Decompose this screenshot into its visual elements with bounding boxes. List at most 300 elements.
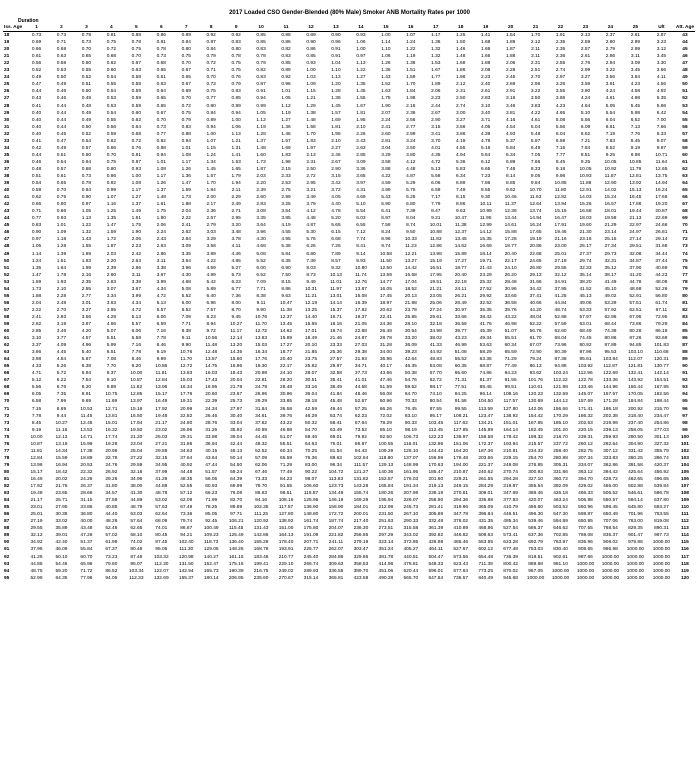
rate-cell: 410.79 [503, 505, 518, 511]
rate-cell: 4.59 [206, 265, 216, 271]
rate-cell: 13.59 [379, 272, 392, 278]
ultimate-rate-cell: 24.66 [655, 223, 668, 229]
rate-cell: 0.75 [231, 61, 241, 67]
rate-cell: 46.13 [230, 448, 243, 454]
rate-cell: 1.00 [306, 68, 316, 74]
rate-cell: 8.55 [481, 188, 491, 194]
rate-cell: 6.15 [331, 230, 341, 236]
rate-cell: 5.48 [530, 131, 541, 137]
rate-cell: 0.87 [131, 159, 141, 165]
ultimate-rate-cell: 52.26 [655, 286, 668, 292]
rate-cell: 3.48 [231, 230, 241, 236]
duration-header-11: 11 [274, 24, 299, 32]
ultimate-rate-cell: 72.95 [655, 314, 668, 320]
rate-cell: 122.69 [603, 371, 618, 377]
rate-cell: 0.62 [106, 138, 117, 144]
rate-cell: 161.95 [403, 469, 419, 475]
rate-cell: 221.37 [478, 462, 494, 468]
attained-age-cell: 72 [682, 237, 688, 243]
rate-cell: 165.73 [203, 568, 219, 574]
rate-cell: 2.56 [406, 117, 416, 123]
rate-cell: 51.07 [280, 434, 293, 440]
rate-cell: 24.10 [504, 265, 517, 271]
rate-cell: 7.79 [431, 202, 441, 208]
rate-cell: 1.94 [231, 181, 241, 187]
attained-age-cell: 100 [680, 434, 689, 440]
rate-cell: 266.74 [303, 561, 319, 567]
rate-cell: 61.98 [105, 540, 118, 546]
rate-cell: 41.76 [479, 321, 492, 327]
duration-header-20: 20 [498, 24, 523, 32]
rate-cell: 8.04 [406, 216, 416, 222]
rate-cell: 1.32 [431, 54, 441, 60]
rate-cell: 2.16 [406, 103, 416, 109]
rate-cell: 37.90 [629, 265, 642, 271]
rate-cell: 0.45 [56, 131, 67, 137]
rate-cell: 5.54 [605, 110, 616, 116]
rate-cell: 773.25 [478, 568, 494, 574]
rate-cell: 15.19 [429, 258, 442, 264]
rate-cell: 8.96 [381, 237, 391, 243]
rate-cell: 65.60 [454, 371, 467, 377]
rate-cell: 4.57 [81, 336, 92, 342]
rate-cell: 16.39 [354, 300, 367, 306]
rate-cell: 51.08 [454, 350, 467, 356]
ultimate-rate-cell: 3.30 [656, 61, 667, 67]
rate-cell: 5.13 [431, 166, 441, 172]
rate-cell: 17.43 [205, 378, 218, 384]
rate-cell: 2.04 [181, 209, 191, 215]
rate-cell: 14.12 [479, 230, 492, 236]
rate-cell: 28.10 [404, 321, 417, 327]
rate-cell: 42.59 [305, 406, 318, 412]
rate-cell: 1.00 [381, 33, 391, 39]
rate-cell: 6.52 [181, 307, 191, 313]
rate-cell: 27.37 [579, 251, 592, 257]
rate-cell: 0.44 [56, 110, 67, 116]
rate-cell: 2.61 [580, 54, 591, 60]
rate-cell: 4.29 [106, 314, 117, 320]
rate-cell: 4.30 [256, 237, 266, 243]
issue-age-cell: 85 [4, 505, 10, 511]
rate-cell: 32.58 [329, 371, 342, 377]
rate-cell: 34.92 [30, 540, 43, 546]
rate-cell: 210.77 [278, 554, 294, 560]
rate-cell: 2.61 [630, 33, 641, 39]
rate-cell: 1.21 [231, 138, 241, 144]
rate-cell: 38.49 [329, 385, 342, 391]
rate-cell: 650.95 [578, 519, 593, 525]
rate-cell: 3.07 [106, 286, 117, 292]
rate-cell: 8.70 [231, 307, 241, 313]
rate-cell: 4.55 [456, 145, 466, 151]
rate-cell: 41.25 [554, 293, 567, 299]
rate-cell: 13.74 [529, 209, 542, 215]
rate-cell: 68.49 [579, 329, 592, 335]
rate-cell: 6.05 [31, 392, 42, 398]
rate-cell: 15.89 [454, 251, 467, 257]
attained-age-cell: 95 [682, 399, 688, 405]
rate-cell: 21.88 [404, 300, 417, 306]
ultimate-rate-cell: 456.92 [654, 469, 669, 475]
rate-cell: 0.75 [106, 40, 117, 46]
rate-cell: 20.99 [180, 406, 193, 412]
rate-cell: 1.53 [231, 159, 241, 165]
attained-age-cell: 69 [682, 216, 688, 222]
rate-cell: 7.66 [530, 159, 541, 165]
rate-cell: 60.70 [80, 554, 93, 560]
rate-cell: 3.96 [181, 265, 191, 271]
rate-cell: 0.84 [81, 188, 92, 194]
rate-cell: 34.91 [554, 279, 567, 285]
ultimate-rate-cell: 215.70 [654, 406, 669, 412]
rate-cell: 331.42 [628, 448, 643, 454]
rate-cell: 1000.00 [576, 561, 595, 567]
ultimate-rate-cell: 12.65 [655, 166, 668, 172]
attained-age-cell: 52 [682, 96, 688, 102]
attained-age-cell: 76 [682, 265, 688, 271]
rate-cell: 103.24 [553, 371, 568, 377]
rate-cell: 1.81 [356, 110, 366, 116]
rate-cell: 30.40 [230, 413, 243, 419]
rate-cell: 112.87 [603, 364, 618, 370]
duration-header-13: 13 [323, 24, 348, 32]
rate-cell: 6.34 [456, 173, 466, 179]
rate-cell: 115.87 [303, 491, 319, 497]
rate-cell: 307.34 [578, 455, 593, 461]
rate-cell: 1.70 [306, 131, 316, 137]
rate-cell: 12.84 [30, 455, 43, 461]
rate-cell: 1.08 [156, 166, 166, 172]
table-row [3, 88, 695, 95]
rate-cell: 0.90 [306, 40, 316, 46]
table-row [3, 215, 695, 222]
rate-cell: 2.76 [580, 61, 591, 67]
rate-cell: 204.07 [328, 526, 344, 532]
rate-cell: 142.94 [178, 568, 194, 574]
rate-cell: 466.00 [603, 484, 618, 490]
attained-age-cell: 118 [681, 561, 689, 567]
rate-cell: 2.99 [630, 47, 641, 53]
rate-cell: 4.54 [505, 124, 516, 130]
rate-cell: 4.96 [81, 343, 92, 349]
rate-cell: 56.08 [379, 392, 392, 398]
rate-cell: 2.90 [431, 117, 441, 123]
rate-cell: 12.13 [55, 434, 68, 440]
attained-age-cell: 77 [682, 272, 688, 278]
rate-cell: 43.48 [80, 526, 93, 532]
rate-cell: 47.26 [80, 533, 93, 539]
rate-cell: 1.64 [56, 265, 67, 271]
rate-cell: 7.39 [406, 209, 416, 215]
rate-cell: 967.05 [528, 568, 543, 574]
rate-cell: 231.50 [378, 512, 394, 518]
rate-cell: 40.17 [379, 364, 392, 370]
rate-cell: 226.07 [403, 498, 419, 504]
rate-cell: 87.46 [130, 554, 143, 560]
rate-cell: 3.03 [206, 230, 216, 236]
rate-cell: 1.67 [431, 68, 441, 74]
rate-cell: 598.45 [603, 505, 618, 511]
rate-cell: 1.58 [306, 124, 316, 130]
rate-cell: 3.86 [555, 96, 566, 102]
rate-cell: 143.92 [628, 378, 643, 384]
rate-cell: 2.44 [431, 103, 441, 109]
rate-cell: 3.50 [406, 145, 416, 151]
rate-cell: 20.02 [55, 477, 68, 482]
rate-cell: 0.65 [81, 54, 92, 60]
rate-cell: 45.10 [604, 286, 617, 292]
rate-cell: 16.58 [579, 209, 592, 215]
rate-cell: 111.57 [353, 462, 368, 468]
rate-cell: 0.91 [331, 54, 341, 60]
rate-cell: 6.25 [406, 195, 416, 201]
rate-cell: 94.16 [255, 498, 268, 504]
rate-cell: 1.87 [106, 244, 117, 250]
rate-cell: 1.32 [81, 230, 92, 236]
rate-cell: 28.48 [280, 385, 293, 391]
rate-cell: 0.79 [256, 61, 266, 67]
rate-cell: 10.05 [604, 159, 617, 165]
rate-cell: 3.67 [131, 286, 141, 292]
rate-cell: 1000.00 [526, 575, 545, 581]
rate-cell: 138.92 [503, 413, 518, 419]
rate-cell: 13.87 [354, 286, 367, 292]
rate-cell: 103.92 [578, 364, 593, 370]
rate-cell: 0.82 [256, 68, 266, 74]
rate-cell: 84.25 [454, 392, 467, 398]
rate-cell: 57.59 [554, 321, 567, 327]
rate-cell: 225.77 [303, 547, 319, 553]
rate-cell: 0.85 [256, 40, 266, 46]
rate-cell: 164.14 [503, 427, 518, 433]
rate-cell: 18.52 [404, 286, 417, 292]
rate-cell: 11.23 [404, 244, 417, 250]
rate-cell: 29.97 [329, 364, 342, 370]
rate-cell: 6.68 [331, 237, 341, 243]
rate-cell: 13.92 [629, 181, 642, 187]
rate-cell: 1.41 [481, 33, 491, 39]
issue-age-cell: 35 [4, 152, 10, 158]
rate-cell: 148.99 [403, 462, 419, 468]
duration-header-15: 15 [373, 24, 398, 32]
rate-cell: 0.72 [206, 61, 216, 67]
rate-cell: 164.20 [453, 448, 469, 454]
rate-cell: 53.29 [604, 300, 617, 306]
rate-cell: 6.51 [106, 350, 117, 356]
rate-cell: 41.49 [604, 279, 617, 285]
rate-cell: 6.58 [131, 336, 141, 342]
rate-cell: 11.82 [130, 385, 143, 391]
attained-age-cell: 84 [682, 321, 688, 327]
rate-cell: 2.10 [56, 286, 67, 292]
issue-age-cell: 29 [4, 110, 10, 116]
rate-cell: 3.09 [181, 244, 191, 250]
duration-header-8: 8 [199, 24, 224, 32]
rate-cell: 6.76 [56, 385, 67, 391]
issue-age-cell: 86 [4, 512, 10, 518]
rate-cell: 35.41 [329, 378, 342, 384]
rate-cell: 1.01 [281, 89, 291, 95]
rate-cell: 3.15 [431, 124, 441, 130]
rate-cell: 889.68 [528, 561, 543, 567]
rate-cell: 2.13 [306, 152, 316, 158]
rate-cell: 88.45 [479, 385, 492, 391]
rate-cell: 106.60 [303, 484, 319, 490]
issue-age-cell: 64 [4, 357, 10, 363]
rate-cell: 238.19 [428, 491, 444, 497]
rate-cell: 62.96 [604, 314, 617, 320]
rate-cell: 212.98 [378, 505, 394, 511]
rate-cell: 1.87 [505, 47, 516, 53]
rate-cell: 10.75 [105, 392, 118, 398]
table-row [3, 349, 695, 356]
rate-cell: 148.26 [228, 547, 244, 553]
ultimate-rate-cell: 48.08 [655, 279, 668, 285]
rate-cell: 3.29 [206, 237, 216, 243]
rate-cell: 6.89 [456, 181, 466, 187]
rate-cell: 1.10 [331, 68, 341, 74]
rate-cell: 1.83 [81, 258, 92, 264]
rate-cell: 94.85 [629, 343, 642, 349]
rate-cell: 1.07 [406, 33, 416, 39]
rate-cell: 71.29 [280, 462, 293, 468]
issue-age-cell: 46 [4, 230, 10, 236]
rate-cell: 0.57 [81, 145, 92, 151]
rate-cell: 22.78 [105, 455, 118, 461]
rate-cell: 8.15 [281, 279, 291, 285]
rate-cell: 2.00 [206, 195, 216, 201]
rate-cell: 0.44 [31, 89, 42, 95]
rate-cell: 15.60 [230, 357, 243, 363]
rate-cell: 0.70 [131, 54, 141, 60]
table-row [3, 159, 695, 166]
rate-cell: 207.98 [403, 491, 419, 497]
rate-cell: 0.68 [56, 47, 67, 53]
rate-cell: 245.73 [403, 505, 419, 511]
rate-cell: 39.01 [55, 533, 68, 539]
rate-cell: 2.31 [530, 61, 541, 67]
rate-cell: 0.70 [106, 152, 117, 158]
rate-cell: 18.77 [504, 244, 517, 250]
rate-cell: 5.57 [131, 321, 141, 327]
issue-age-cell: 24 [4, 75, 10, 81]
ultimate-rate-cell: 44.23 [655, 272, 668, 278]
ultimate-rate-cell: 1000.00 [652, 547, 671, 553]
rate-cell: 0.46 [56, 89, 67, 95]
rate-cell: 1.08 [131, 181, 141, 187]
rate-cell: 57.97 [579, 314, 592, 320]
rate-cell: 3.58 [381, 159, 391, 165]
table-row [3, 222, 695, 229]
rate-cell: 64.35 [55, 575, 68, 581]
ultimate-rate-cell: 16.24 [655, 188, 668, 194]
ultimate-rate-cell: 3.45 [656, 54, 667, 60]
issue-age-cell: 92 [4, 554, 10, 560]
rate-cell: 133.46 [578, 385, 593, 391]
rate-cell: 9.72 [206, 329, 216, 335]
rate-cell: 3.54 [281, 209, 291, 215]
rate-cell: 12.86 [429, 244, 442, 250]
rate-cell: 1.75 [156, 209, 166, 215]
rate-cell: 0.47 [56, 138, 67, 144]
rate-cell: 1.68 [456, 61, 466, 67]
rate-cell: 0.68 [156, 61, 166, 67]
rate-cell: 17.26 [504, 237, 517, 243]
rate-cell: 7.78 [156, 336, 166, 342]
rate-cell: 5.97 [530, 138, 541, 144]
table-row [3, 95, 695, 102]
rate-cell: 10.46 [504, 195, 517, 201]
rate-cell: 18.89 [80, 455, 93, 461]
rate-cell: 1.59 [106, 230, 117, 236]
issue-age-cell: 72 [4, 413, 10, 419]
rate-cell: 16.94 [55, 462, 68, 468]
rate-cell: 1.68 [481, 40, 491, 46]
rate-cell: 44.89 [130, 498, 143, 504]
rate-cell: 9.90 [256, 307, 266, 313]
rate-cell: 7.74 [356, 237, 366, 243]
rate-cell: 10.76 [180, 350, 193, 356]
rate-cell: 21.46 [329, 336, 342, 342]
rate-cell: 10.47 [280, 300, 293, 306]
rate-cell: 2.94 [605, 61, 616, 67]
rate-cell: 5.89 [206, 286, 216, 292]
rate-cell: 7.70 [106, 364, 117, 370]
rate-cell: 0.60 [81, 152, 92, 158]
rate-cell: 2.77 [406, 124, 416, 130]
rate-cell: 7.12 [356, 230, 366, 236]
rate-cell: 830.40 [553, 547, 568, 553]
ultimate-rate-cell: 5.86 [656, 103, 667, 109]
rate-cell: 239.31 [578, 434, 593, 440]
rate-cell: 52.99 [30, 575, 43, 581]
rate-cell: 3.40 [481, 110, 491, 116]
rate-cell: 0.91 [256, 89, 266, 95]
rate-cell: 6.58 [555, 138, 566, 144]
rate-cell: 11.48 [205, 343, 218, 349]
rate-cell: 194.00 [453, 462, 469, 468]
rate-cell: 69.01 [329, 434, 342, 440]
rate-cell: 145.89 [478, 427, 494, 433]
rate-cell: 115.45 [228, 526, 244, 532]
rate-cell: 8.52 [605, 145, 616, 151]
ultimate-rate-cell: 10.71 [655, 152, 668, 158]
rate-cell: 79.92 [354, 434, 367, 440]
rate-cell: 132.59 [553, 392, 568, 398]
rate-cell: 2.63 [356, 145, 366, 151]
rate-cell: 2.99 [580, 68, 591, 74]
rate-cell: 1.89 [505, 40, 516, 46]
rate-cell: 33.65 [280, 399, 293, 405]
rate-cell: 137.07 [403, 455, 419, 461]
duration-header-16: 16 [398, 24, 423, 32]
table-row [3, 490, 695, 497]
rate-cell: 0.78 [256, 54, 266, 60]
rate-cell: 12.76 [354, 279, 367, 285]
rate-cell: 3.83 [530, 103, 541, 109]
ultimate-rate-cell: 101.83 [654, 343, 669, 349]
issue-age-cell: 48 [4, 244, 10, 250]
attained-age-cell: 66 [682, 195, 688, 201]
rate-cell: 329.85 [353, 554, 369, 560]
rate-cell: 62.23 [354, 413, 367, 419]
rate-cell: 48.68 [629, 286, 642, 292]
rate-cell: 68.17 [429, 385, 442, 391]
attained-age-cell: 119 [681, 568, 689, 574]
rate-cell: 0.67 [181, 68, 191, 74]
rate-cell: 0.64 [131, 124, 141, 130]
